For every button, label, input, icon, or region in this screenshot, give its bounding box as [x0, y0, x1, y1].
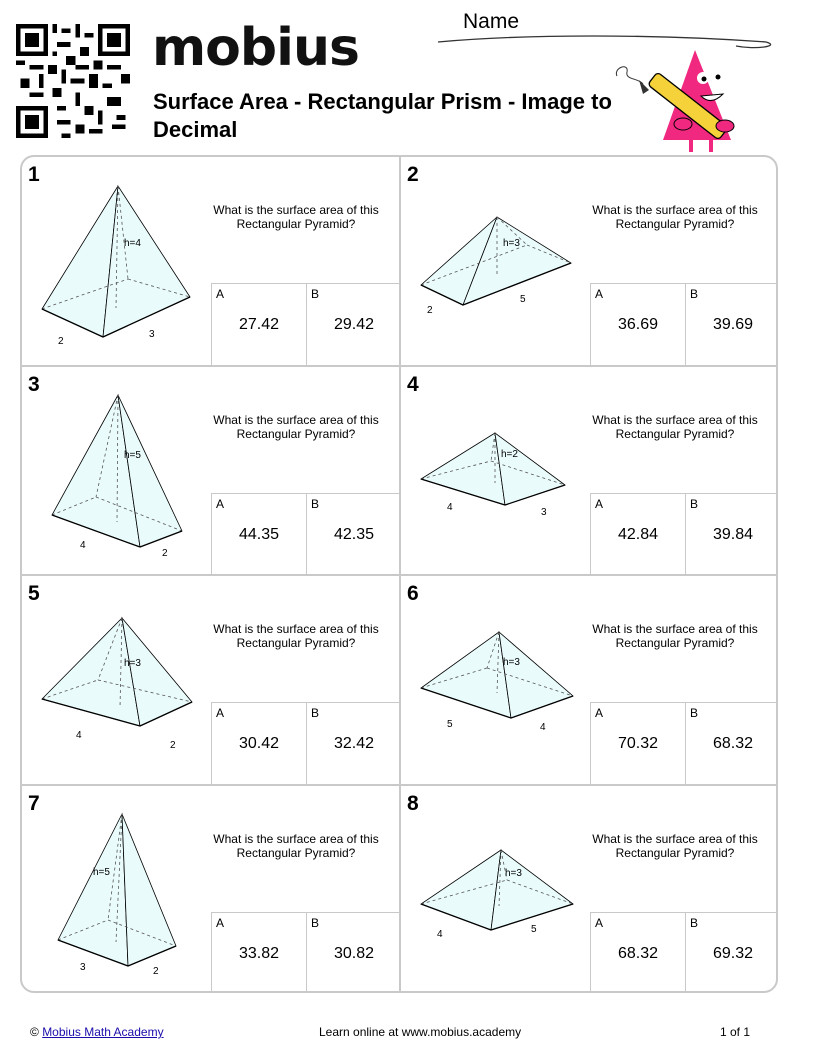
- problem-grid: [20, 155, 778, 993]
- side-label: 3: [541, 506, 547, 518]
- problem-number: 3: [28, 372, 40, 396]
- answer-option-a[interactable]: [590, 283, 685, 365]
- answer-option-a[interactable]: [590, 912, 685, 994]
- answer-option-b[interactable]: [685, 283, 778, 365]
- side-label: 5: [447, 719, 453, 730]
- option-label: B: [690, 287, 699, 301]
- option-label: A: [216, 496, 225, 511]
- answer-option-b[interactable]: [306, 912, 401, 994]
- mascot-illustration: [615, 40, 785, 160]
- question-text: What is the surface area of this Rectangular Pyramid?: [213, 412, 379, 441]
- option-value: 30.42: [238, 735, 280, 752]
- pyramid-figure: [407, 590, 585, 770]
- side-label: 4: [447, 501, 453, 513]
- option-value: 32.42: [333, 735, 375, 752]
- side-label: 2: [58, 336, 64, 347]
- option-value: 27.42: [238, 316, 280, 333]
- side-label: 4: [76, 730, 82, 741]
- option-value: 68.32: [712, 735, 754, 752]
- height-label: h=5: [93, 866, 110, 878]
- copyright-symbol: ©: [30, 1025, 39, 1039]
- side-label: 5: [531, 923, 537, 935]
- option-label: A: [595, 706, 604, 720]
- answer-option-a[interactable]: [211, 702, 306, 784]
- option-value: 44.35: [238, 525, 280, 543]
- option-label: A: [216, 915, 225, 930]
- option-value: 39.69: [712, 316, 754, 333]
- problem-number: 8: [407, 791, 419, 815]
- question-text: What is the surface area of this Rectangular Pyramid?: [592, 203, 758, 231]
- option-value: 36.69: [617, 316, 659, 333]
- pyramid-figure: [407, 800, 585, 980]
- option-label: B: [690, 706, 699, 720]
- footer-link[interactable]: Mobius Math Academy: [42, 1025, 164, 1039]
- problem-number: 4: [407, 372, 419, 396]
- pyramid-figure: [407, 171, 585, 351]
- question-text: What is the surface area of this Rectangular Pyramid?: [213, 203, 379, 231]
- problem-number: 6: [407, 582, 419, 605]
- option-value: 39.84: [712, 525, 754, 543]
- footer-copyright: [30, 1025, 164, 1039]
- answer-option-b[interactable]: [685, 493, 778, 575]
- pyramid-figure: [28, 800, 206, 980]
- answer-option-a[interactable]: [590, 702, 685, 784]
- option-label: A: [216, 287, 225, 301]
- name-label: Name: [463, 10, 520, 33]
- height-label: h=4: [124, 238, 141, 249]
- problem-card: [22, 157, 401, 367]
- side-label: 4: [437, 928, 443, 940]
- side-label: 4: [540, 722, 546, 733]
- height-label: h=3: [124, 658, 141, 669]
- option-label: B: [311, 706, 320, 720]
- option-value: 42.35: [333, 525, 375, 543]
- question-text: What is the surface area of this Rectangular Pyramid?: [213, 831, 379, 860]
- problem-number: 1: [28, 163, 40, 186]
- pyramid-figure: [28, 590, 206, 770]
- page-indicator: 1 of 1: [720, 1025, 751, 1039]
- side-label: 2: [170, 740, 176, 751]
- problem-card: [401, 786, 778, 994]
- option-label: B: [690, 915, 699, 930]
- answer-option-a[interactable]: [211, 912, 306, 994]
- pyramid-figure: [28, 171, 206, 351]
- answer-option-b[interactable]: [306, 283, 401, 365]
- option-value: 70.32: [617, 735, 659, 752]
- problem-number: 5: [28, 582, 40, 605]
- option-value: 69.32: [712, 944, 754, 962]
- problem-card: [22, 786, 401, 994]
- problem-card: [22, 576, 401, 786]
- side-label: 5: [520, 294, 526, 305]
- option-value: 68.32: [617, 944, 659, 962]
- height-label: h=2: [501, 448, 518, 460]
- side-label: 3: [80, 961, 86, 973]
- question-text: What is the surface area of this Rectangular Pyramid?: [592, 831, 758, 860]
- option-label: B: [311, 496, 320, 511]
- answer-option-b[interactable]: [685, 702, 778, 784]
- answer-option-a[interactable]: [211, 493, 306, 575]
- problem-number: 2: [407, 163, 419, 186]
- problem-number: 7: [28, 791, 40, 815]
- page-title: Surface Area - Rectangular Prism - Image to Decimal: [153, 89, 612, 142]
- option-label: A: [216, 706, 225, 720]
- problem-card: [401, 576, 778, 786]
- side-label: 2: [162, 547, 168, 559]
- pyramid-figure: [28, 381, 206, 561]
- problem-card: [401, 367, 778, 577]
- option-value: 42.84: [617, 525, 659, 543]
- side-label: 2: [153, 965, 159, 977]
- option-label: B: [311, 287, 320, 301]
- option-value: 30.82: [333, 944, 375, 962]
- option-value: 29.42: [333, 316, 375, 333]
- qr-code: [16, 24, 130, 138]
- pyramid-figure: [407, 381, 585, 561]
- question-text: What is the surface area of this Rectangular Pyramid?: [592, 622, 758, 650]
- answer-option-a[interactable]: [590, 493, 685, 575]
- option-label: A: [595, 915, 604, 930]
- answer-option-b[interactable]: [306, 493, 401, 575]
- question-text: What is the surface area of this Rectangular Pyramid?: [592, 412, 758, 441]
- height-label: h=3: [503, 238, 520, 249]
- option-label: A: [595, 496, 604, 511]
- footer-center-text: Learn online at www.mobius.academy: [319, 1025, 522, 1039]
- option-label: B: [690, 496, 699, 511]
- side-label: 3: [149, 329, 155, 340]
- problem-card: [22, 367, 401, 577]
- height-label: h=3: [503, 657, 520, 668]
- problem-card: [401, 157, 778, 367]
- option-label: B: [311, 915, 320, 930]
- question-text: What is the surface area of this Rectangular Pyramid?: [213, 622, 379, 650]
- answer-option-a[interactable]: [211, 283, 306, 365]
- brand-logo: mobius: [152, 18, 359, 78]
- side-label: 2: [427, 305, 433, 316]
- answer-option-b[interactable]: [306, 702, 401, 784]
- answer-option-b[interactable]: [685, 912, 778, 994]
- option-value: 33.82: [238, 944, 280, 962]
- height-label: h=3: [505, 867, 522, 879]
- height-label: h=5: [124, 449, 141, 461]
- option-label: A: [595, 287, 604, 301]
- side-label: 4: [80, 539, 86, 551]
